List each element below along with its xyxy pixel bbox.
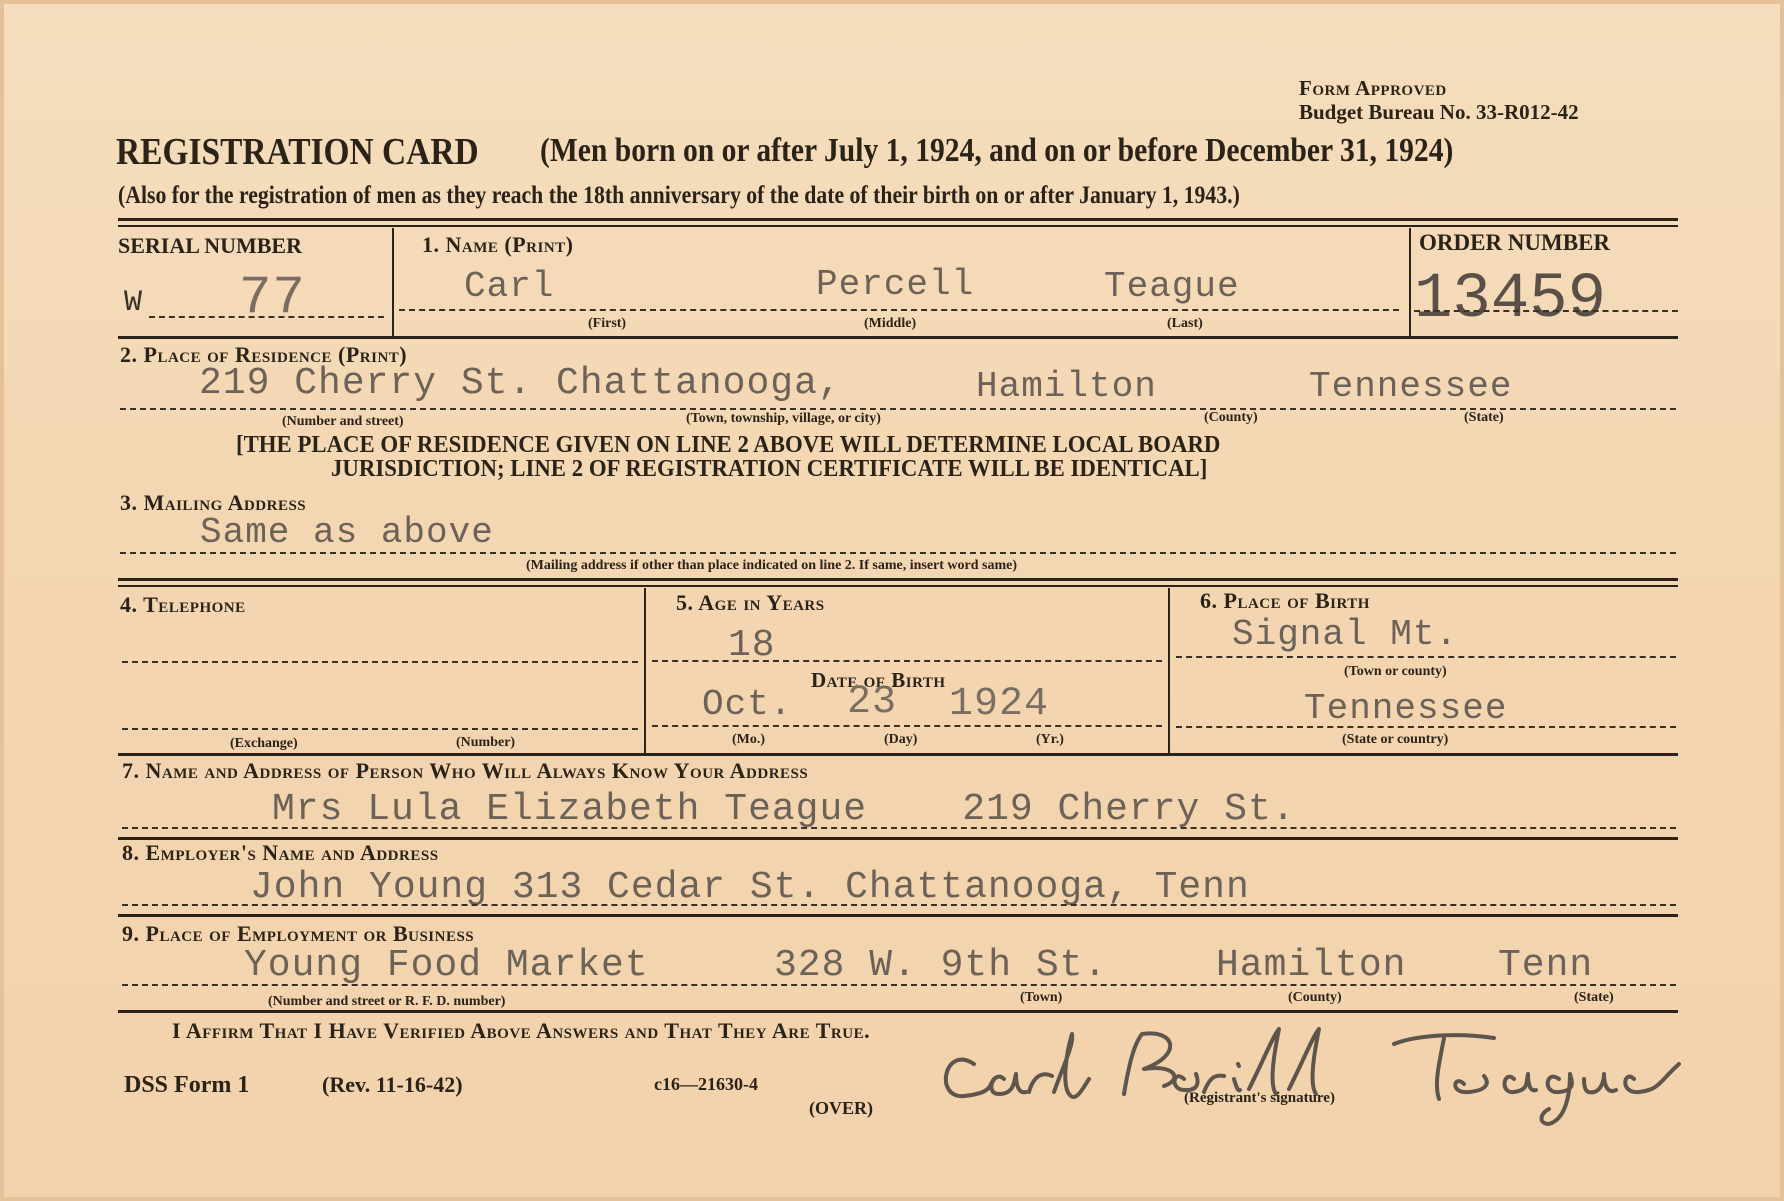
last-caption: (Last)	[1167, 316, 1203, 331]
birthplace-state-caption: (State or country)	[1342, 732, 1449, 747]
birthplace-town-caption: (Town or county)	[1344, 664, 1447, 679]
exchange-caption: (Exchange)	[230, 736, 298, 751]
residence-county: Hamilton	[976, 366, 1157, 407]
employment-town-caption: (Town)	[1020, 990, 1063, 1005]
employer-label: 8. Employer's Name and Address	[122, 840, 439, 865]
employment-state: Tenn	[1498, 944, 1594, 987]
county-caption: (County)	[1204, 410, 1258, 425]
employer-value: John Young 313 Cedar St. Chattanooga, Tenn	[250, 866, 1250, 909]
header-rule	[118, 218, 1678, 221]
signature-caption: (Registrant's signature)	[1184, 1090, 1335, 1106]
employment-state-caption: (State)	[1574, 990, 1614, 1005]
dob-year: 1924	[949, 682, 1050, 727]
dob-day: 23	[847, 680, 898, 725]
number-caption: (Number)	[456, 735, 516, 750]
day-caption: (Day)	[884, 732, 918, 747]
mailing-caption: (Mailing address if other than place indicated on line 2. If same, insert word same)	[526, 558, 1018, 573]
contact-value: Mrs Lula Elizabeth Teague 219 Cherry St.	[272, 788, 1296, 831]
employment-street-caption: (Number and street or R. F. D. number)	[268, 994, 506, 1009]
birthplace-label: 6. Place of Birth	[1200, 588, 1370, 613]
over-note: (OVER)	[809, 1098, 873, 1118]
state-caption: (State)	[1464, 410, 1504, 425]
residence-state: Tennessee	[1309, 366, 1513, 407]
budget-bureau: Budget Bureau No. 33-R012-42	[1299, 100, 1579, 124]
form-revision: (Rev. 11-16-42)	[322, 1072, 463, 1097]
card-title: REGISTRATION CARD	[116, 131, 479, 173]
street-caption: (Number and street)	[282, 414, 404, 429]
month-caption: (Mo.)	[732, 732, 766, 747]
employment-business: Young Food Market	[244, 944, 649, 987]
name-label: 1. Name (Print)	[422, 232, 574, 257]
contact-label: 7. Name and Address of Person Who Will Always Know Your Address	[122, 758, 809, 783]
form-number: DSS Form 1	[124, 1072, 250, 1098]
card-subtitle: (Men born on or after July 1, 1924, and on or before December 31, 1924)	[540, 132, 1454, 169]
dob-month: Oct.	[702, 684, 793, 725]
first-name: Carl	[464, 266, 555, 307]
residence-notice-1: [THE PLACE OF RESIDENCE GIVEN ON LINE 2 ABOVE WILL DETERMINE LOCAL BOARD	[236, 432, 1221, 458]
year-caption: (Yr.)	[1036, 732, 1064, 747]
affirmation: I Affirm That I Have Verified Above Answers and That They Are True.	[172, 1018, 871, 1043]
employment-street: 328 W. 9th St.	[774, 944, 1108, 987]
middle-caption: (Middle)	[864, 316, 917, 331]
mailing-label: 3. Mailing Address	[120, 490, 307, 515]
registrant-signature	[934, 1024, 1694, 1134]
serial-value: 77	[239, 268, 306, 329]
birthplace-state: Tennessee	[1304, 688, 1508, 729]
last-name: Teague	[1104, 266, 1240, 307]
dob-label: Date of Birth	[811, 668, 946, 692]
birthplace-town: Signal Mt.	[1232, 614, 1459, 655]
form-approved: Form Approved	[1299, 76, 1447, 100]
residence-label: 2. Place of Residence (Print)	[120, 342, 408, 367]
card-subtitle-2: (Also for the registration of men as they reach the 18th anniversary of the date of their birth on or after January 1, 1943.)	[118, 182, 1240, 209]
employment-label: 9. Place of Employment or Business	[122, 921, 475, 946]
residence-notice-2: JURISDICTION; LINE 2 OF REGISTRATION CERTIFICATE WILL BE IDENTICAL]	[331, 456, 1208, 482]
age-label: 5. Age in Years	[676, 590, 825, 615]
town-caption: (Town, township, village, or city)	[686, 411, 881, 426]
mailing-value: Same as above	[200, 512, 494, 553]
employment-county-caption: (County)	[1288, 990, 1342, 1005]
employment-county: Hamilton	[1216, 944, 1407, 987]
order-label: ORDER NUMBER	[1419, 230, 1611, 255]
age-value: 18	[728, 624, 776, 667]
header-rule-2	[118, 225, 1678, 227]
print-code: c16—21630-4	[654, 1074, 758, 1094]
first-caption: (First)	[588, 316, 627, 331]
serial-label: SERIAL NUMBER	[118, 233, 302, 258]
residence-street-town: 219 Cherry St. Chattanooga,	[199, 362, 842, 405]
serial-prefix: W	[124, 286, 144, 320]
middle-name: Percell	[816, 264, 975, 305]
order-value: 13459	[1414, 264, 1607, 336]
telephone-label: 4. Telephone	[120, 592, 246, 617]
